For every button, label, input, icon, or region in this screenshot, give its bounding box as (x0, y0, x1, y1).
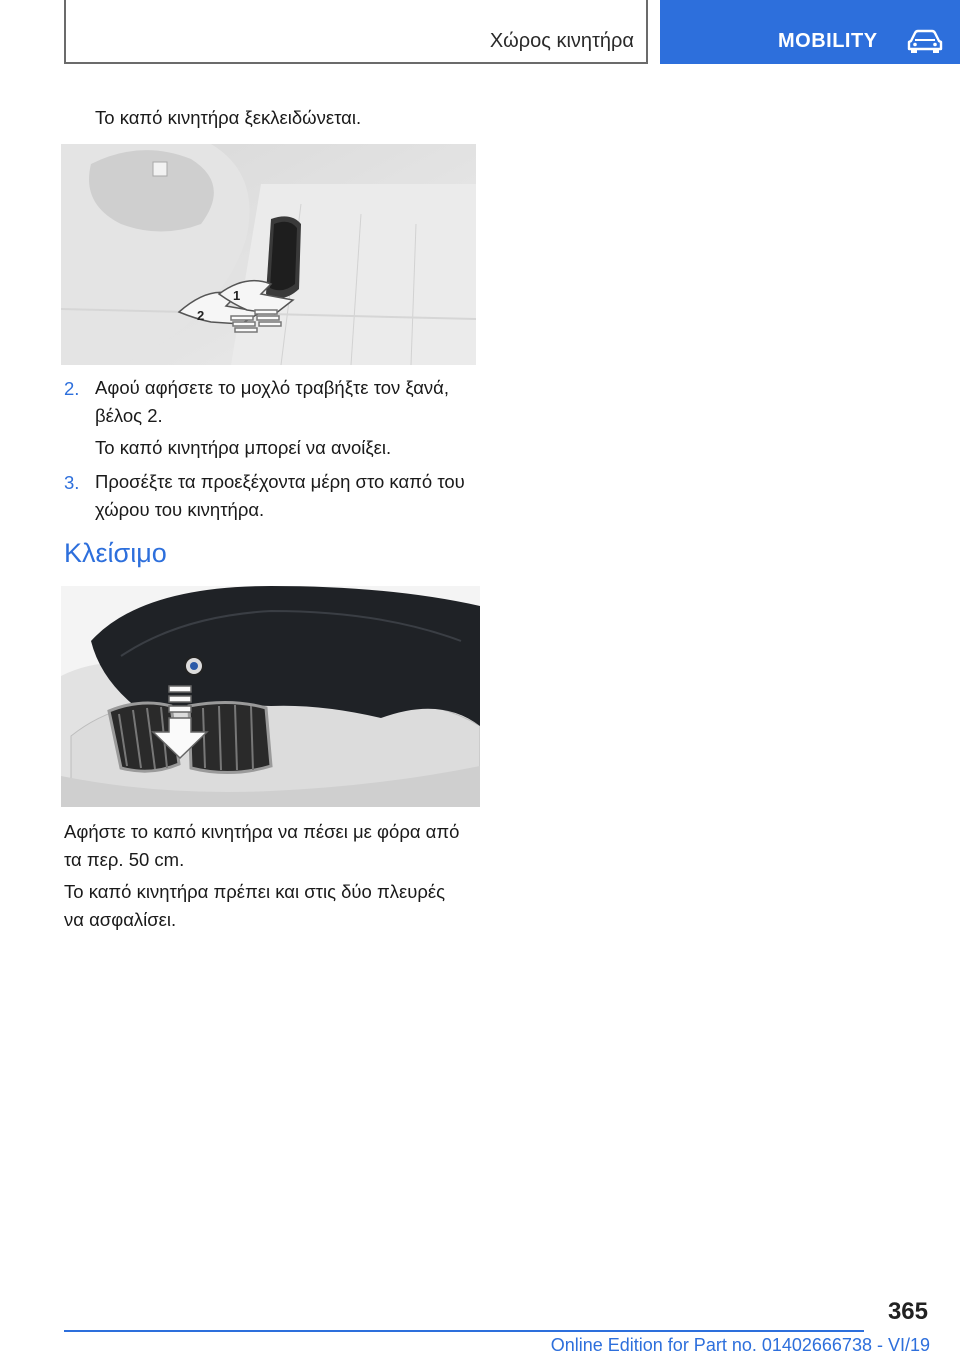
closing-instruction-line2: τα περ. 50 cm. (64, 849, 185, 870)
section-title: Χώρος κινητήρα (489, 30, 634, 52)
step-2-text-line2: βέλος 2. (95, 405, 163, 426)
step-number-3: 3. (64, 472, 80, 493)
step-2-text-line1: Αφού αφήσετε το μοχλό τραβήξτε τον ξανά, (95, 377, 449, 398)
step-number-2: 2. (64, 378, 80, 399)
closing-note-line1: Το καπό κινητήρα πρέπει και στις δύο πλευρές (64, 881, 446, 902)
mobility-tab-label: MOBILITY (778, 30, 878, 52)
page-number: 365 (887, 1298, 928, 1325)
mobility-tab[interactable] (660, 0, 960, 64)
step-2-note: Το καπό κινητήρα μπορεί να ανοίξει. (95, 437, 392, 458)
closing-instruction-line1: Αφήστε το καπό κινητήρα να πέσει με φόρα από (64, 821, 460, 842)
arrow-label-2: 2 (197, 308, 205, 323)
closing-hood-figure (61, 586, 480, 807)
car-icon (906, 28, 944, 54)
footer-divider (64, 1330, 864, 1332)
step-3-text-line1: Προσέξτε τα προεξέχοντα μέρη στο καπό του (95, 471, 465, 492)
header-section-box (64, 0, 648, 64)
footer-edition-link[interactable]: Online Edition for Part no. 01402666738 - VI/19 (550, 1335, 930, 1355)
step-3-text-line2: χώρου του κινητήρα. (95, 499, 265, 520)
intro-text: Το καπό κινητήρα ξεκλειδώνεται. (95, 107, 362, 128)
arrow-label-1: 1 (233, 288, 241, 303)
hood-release-lever-figure (61, 144, 476, 365)
section-heading-closing: Κλείσιμο (64, 538, 167, 568)
closing-note-line2: να ασφαλίσει. (64, 909, 177, 930)
